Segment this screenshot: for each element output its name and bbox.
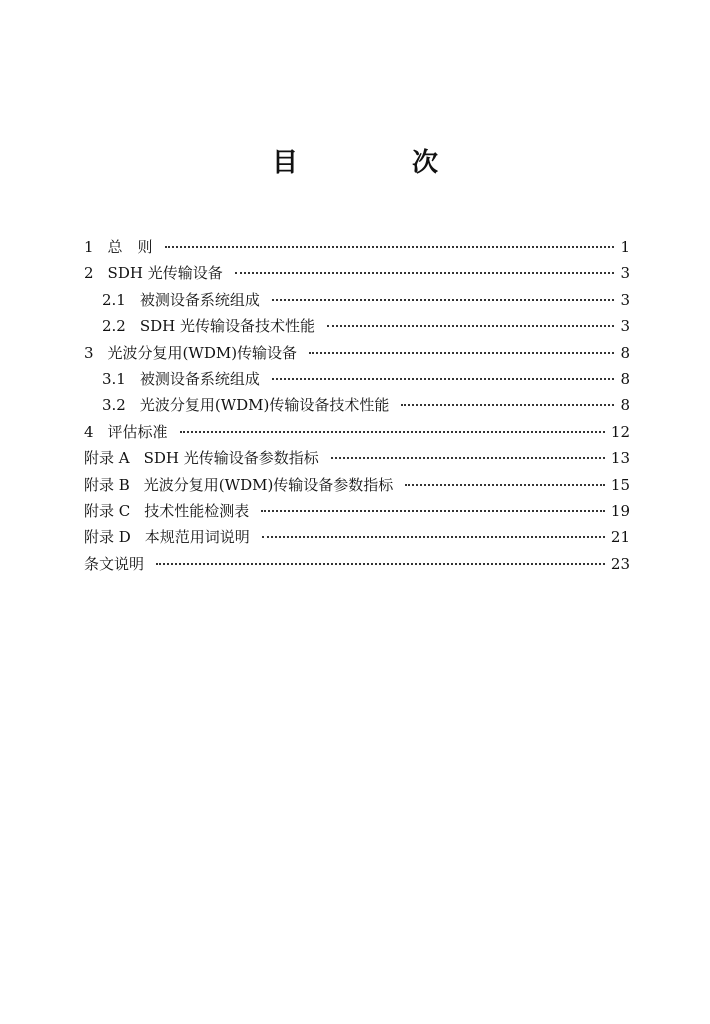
toc-entry-page: 23 <box>610 554 630 573</box>
toc-entry-page: 3 <box>620 264 630 283</box>
dot-leader <box>401 404 614 406</box>
dot-leader <box>235 272 614 274</box>
toc-entry-title: 光波分复用(WDM)传输设备 <box>107 343 298 362</box>
toc-entry-page: 8 <box>620 343 630 362</box>
toc-entry-page: 8 <box>620 396 630 415</box>
table-of-contents <box>84 234 630 577</box>
toc-entry-page: 21 <box>610 528 630 547</box>
toc-entry <box>84 472 630 498</box>
toc-entry-number: 3.1 <box>102 369 126 388</box>
toc-entry-number: 4 <box>84 422 94 441</box>
toc-entry-number: 3.2 <box>102 396 126 415</box>
dot-leader <box>405 484 605 486</box>
toc-entry-number: 2.1 <box>102 290 126 309</box>
dot-leader <box>180 431 605 433</box>
dot-leader <box>165 246 614 248</box>
toc-entry-title: SDH 光传输设备 <box>107 264 223 283</box>
toc-entry <box>84 340 630 366</box>
toc-entry-page: 12 <box>610 422 630 441</box>
toc-entry-page: 15 <box>610 475 630 494</box>
toc-entry-page: 3 <box>620 317 630 336</box>
toc-entry-title: 光波分复用(WDM)传输设备技术性能 <box>139 396 390 415</box>
dot-leader <box>327 325 614 327</box>
toc-entry <box>84 524 630 550</box>
toc-entry-number: 2 <box>84 264 94 283</box>
toc-entry <box>84 498 630 524</box>
toc-entry-title: SDH 光传输设备参数指标 <box>143 449 319 468</box>
toc-entry-page: 1 <box>620 238 630 256</box>
dot-leader <box>331 457 605 459</box>
toc-entry <box>84 234 630 260</box>
toc-entry-title: SDH 光传输设备技术性能 <box>139 317 316 336</box>
toc-entry-title: 总 则 <box>107 238 153 256</box>
toc-entry <box>84 313 630 339</box>
toc-entry <box>84 392 630 418</box>
dot-leader <box>309 352 614 354</box>
toc-entry-number: 附录 C <box>84 501 131 520</box>
toc-entry-number: 附录 B <box>84 475 130 494</box>
toc-entry-page: 8 <box>620 369 630 388</box>
toc-entry-number: 1 <box>84 238 94 256</box>
toc-entry-title: 光波分复用(WDM)传输设备参数指标 <box>143 475 394 494</box>
toc-entry <box>84 445 630 471</box>
page-title: 目 次 <box>271 148 482 178</box>
dot-leader <box>272 299 614 301</box>
dot-leader <box>272 378 614 380</box>
toc-entry <box>84 287 630 313</box>
toc-entry-page: 3 <box>620 290 630 309</box>
toc-entry-title: 被测设备系统组成 <box>139 290 260 309</box>
toc-entry-number: 3 <box>84 343 94 362</box>
toc-entry-title: 被测设备系统组成 <box>139 369 260 388</box>
toc-entry-number: 2.2 <box>102 317 126 336</box>
dot-leader <box>261 510 605 512</box>
toc-entry-title: 技术性能检测表 <box>144 501 250 520</box>
toc-entry-title: 评估标准 <box>107 422 168 441</box>
dot-leader <box>156 563 605 565</box>
toc-entry <box>84 366 630 392</box>
toc-entry-page: 19 <box>610 501 630 520</box>
toc-entry-title: 条文说明 <box>84 554 145 573</box>
toc-entry <box>84 260 630 286</box>
dot-leader <box>262 536 605 538</box>
toc-entry <box>84 419 630 445</box>
toc-entry-number: 附录 D <box>84 528 131 547</box>
toc-entry-number: 附录 A <box>84 449 130 468</box>
toc-entry-page: 13 <box>610 449 630 468</box>
toc-entry-title: 本规范用词说明 <box>144 528 250 547</box>
toc-entry <box>84 551 630 577</box>
